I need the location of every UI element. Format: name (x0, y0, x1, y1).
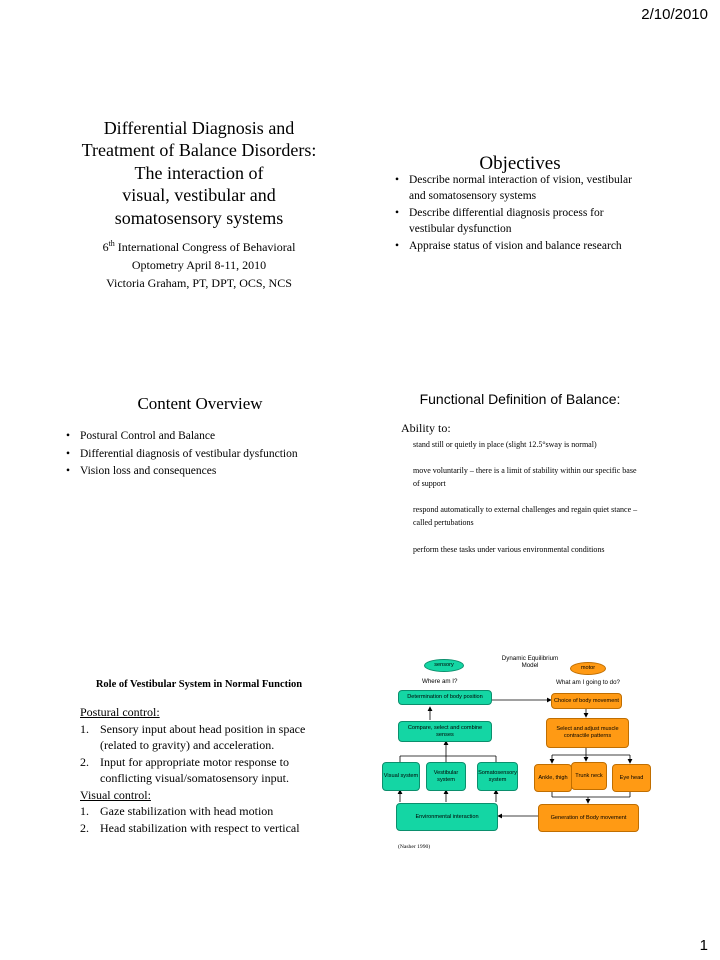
visual-item: 2. Head stabilization with respect to vertical (80, 820, 300, 835)
slide4-title: Functional Definition of Balance: (419, 391, 621, 407)
slide1-title-line: Treatment of Balance Disorders: (81, 140, 317, 161)
postural-control-heading: Postural control: (80, 705, 160, 719)
objective-item: • Appraise status of vision and balance research (395, 239, 645, 255)
slide3-title: Content Overview (137, 394, 263, 413)
slide1-title-line: The interaction of (134, 162, 264, 183)
balance-definition-item: move voluntarily – there is a limit of stability within our specific base of support (413, 466, 637, 488)
environmental-interaction-box: Environmental interaction (396, 803, 498, 831)
where-question: Where am I? (422, 678, 458, 685)
vestibular-system-box: Vestibular system (426, 762, 466, 791)
conference-name: International Congress of Behavioral (114, 240, 296, 254)
select-box: Select and adjust muscle contractile patterns (546, 718, 629, 748)
header-date: 2/10/2010 (641, 6, 708, 23)
diagram-title-line: Model (521, 662, 539, 669)
conference-ordinal: 6 (102, 240, 109, 254)
motor-oval: motor (570, 662, 606, 675)
diagram-title-line: Dynamic Equilibrium (501, 655, 559, 662)
presenter: Victoria Graham, PT, DPT, OCS, NCS (106, 276, 292, 290)
postural-item: 2. Input for appropriate motor response to conflicting visual/somatosensory input. (80, 754, 289, 785)
generation-box: Generation of Body movement (538, 804, 639, 832)
ability-intro: Ability to: (401, 421, 451, 435)
objective-item: • Describe differential diagnosis process for vestibular dysfunction (395, 206, 645, 237)
page-number: 1 (699, 937, 708, 954)
trunk-neck-box: Trunk neck (571, 762, 607, 790)
choice-box: Choice of body movement (551, 693, 622, 709)
slide5-title: Role of Vestibular System in Normal Function (95, 679, 303, 690)
conference-ordinal-suffix: th (108, 239, 115, 248)
visual-control-heading: Visual control: (80, 787, 151, 802)
overview-item: • Postural Control and Balance (66, 429, 326, 445)
determination-box: Determination of body position (398, 690, 492, 705)
diagram-title (490, 655, 570, 669)
citation: (Nasher 1990) (398, 844, 431, 850)
balance-definition-item: stand still or quietly in place (slight 12.5°sway is normal) (413, 440, 597, 449)
somatosensory-system-box: Somatosensory system (477, 762, 518, 791)
compare-box: Compare, select and combine senses (398, 721, 492, 742)
eye-head-box: Eye head (612, 764, 651, 792)
slide1-title-line: visual, vestibular and (122, 185, 276, 206)
visual-item: 1. Gaze stabilization with head motion (80, 804, 274, 818)
conference-line-2: Optometry April 8-11, 2010 (131, 258, 267, 272)
sensory-oval: sensory (424, 659, 464, 672)
slide2-title: Objectives (479, 153, 561, 174)
ankle-thigh-box: Ankle, thigh (534, 764, 572, 792)
postural-item: 1. Sensory input about head position in space (related to gravity) and acceleration. (80, 721, 306, 752)
balance-definition-item: respond automatically to external challenges and regain quiet stance – called pertubations (413, 505, 638, 527)
overview-item: • Differential diagnosis of vestibular dysfunction (66, 447, 326, 463)
balance-definition-item: perform these tasks under various environmental conditions (413, 545, 605, 554)
slide1-title-line: Differential Diagnosis and (103, 118, 295, 138)
objective-item: • Describe normal interaction of vision, vestibular and somatosensory systems (395, 173, 645, 204)
visual-system-box: Visual system (382, 762, 420, 791)
slide1-title-line: somatosensory systems (114, 207, 284, 228)
overview-item: • Vision loss and consequences (66, 464, 326, 480)
what-question: What am I going to do? (556, 679, 620, 686)
